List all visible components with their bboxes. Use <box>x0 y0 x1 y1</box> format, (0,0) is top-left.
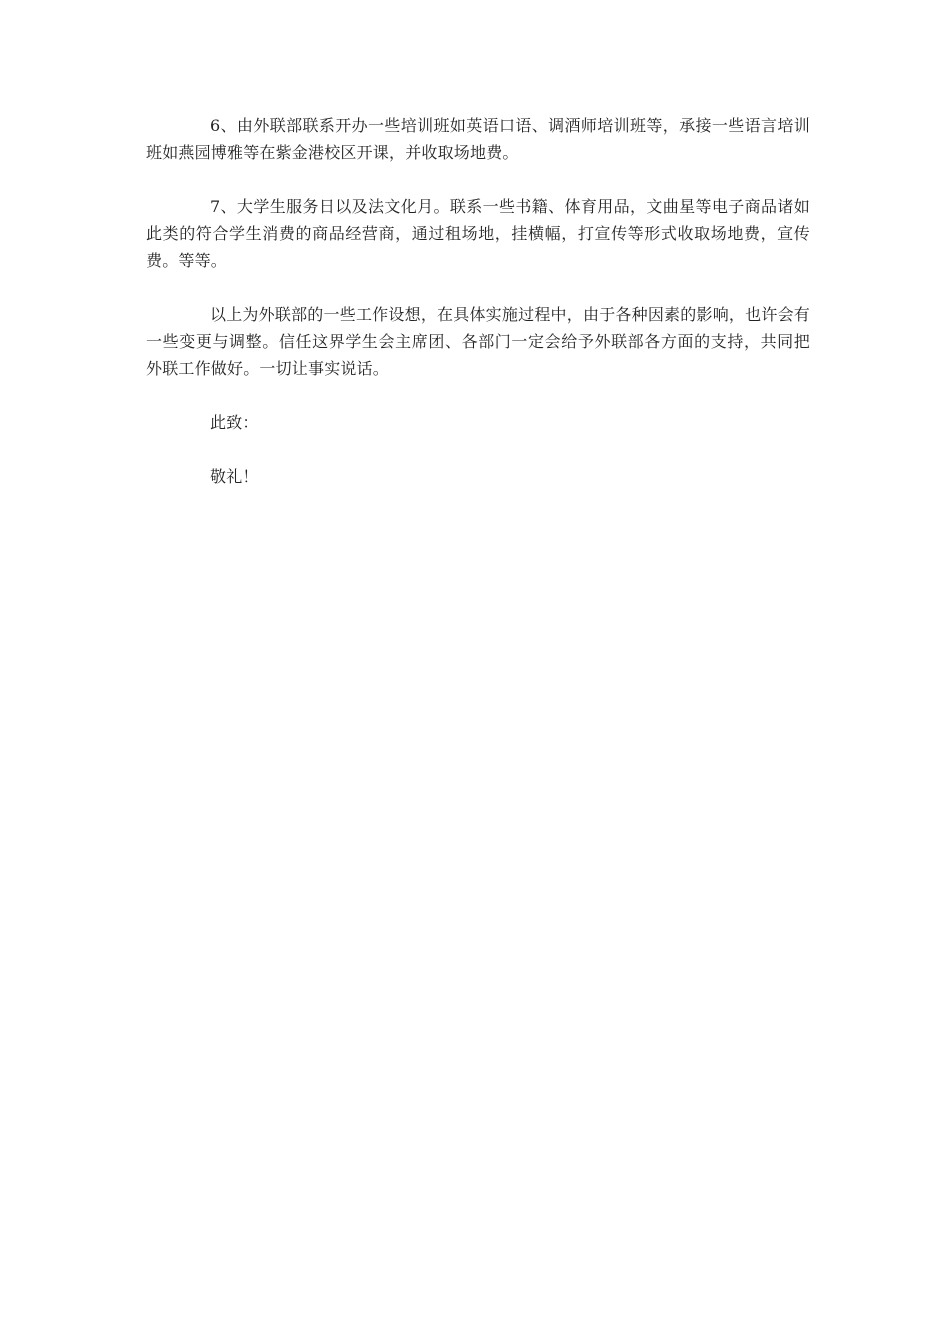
paragraph-item-6: 6、由外联部联系开办一些培训班如英语口语、调酒师培训班等，承接一些语言培训班如燕园博雅等在紫金港校区开课，并收取场地费。 <box>146 116 810 162</box>
closing-salutation: 此致： <box>210 413 259 432</box>
closing-regards: 敬礼！ <box>210 467 259 486</box>
paragraph-item-7: 7、大学生服务日以及法文化月。联系一些书籍、体育用品，文曲星等电子商品诸如此类的符合学生消费的商品经营商，通过租场地，挂横幅，打宣传等形式收取场地费，宣传费。等等。 <box>146 197 810 270</box>
document-body <box>146 112 810 490</box>
paragraph-conclusion: 以上为外联部的一些工作设想，在具体实施过程中，由于各种因素的影响，也许会有一些变更与调整。信任这界学生会主席团、各部门一定会给予外联部各方面的支持，共同把外联工作做好。一切让事实说话。 <box>146 305 810 378</box>
